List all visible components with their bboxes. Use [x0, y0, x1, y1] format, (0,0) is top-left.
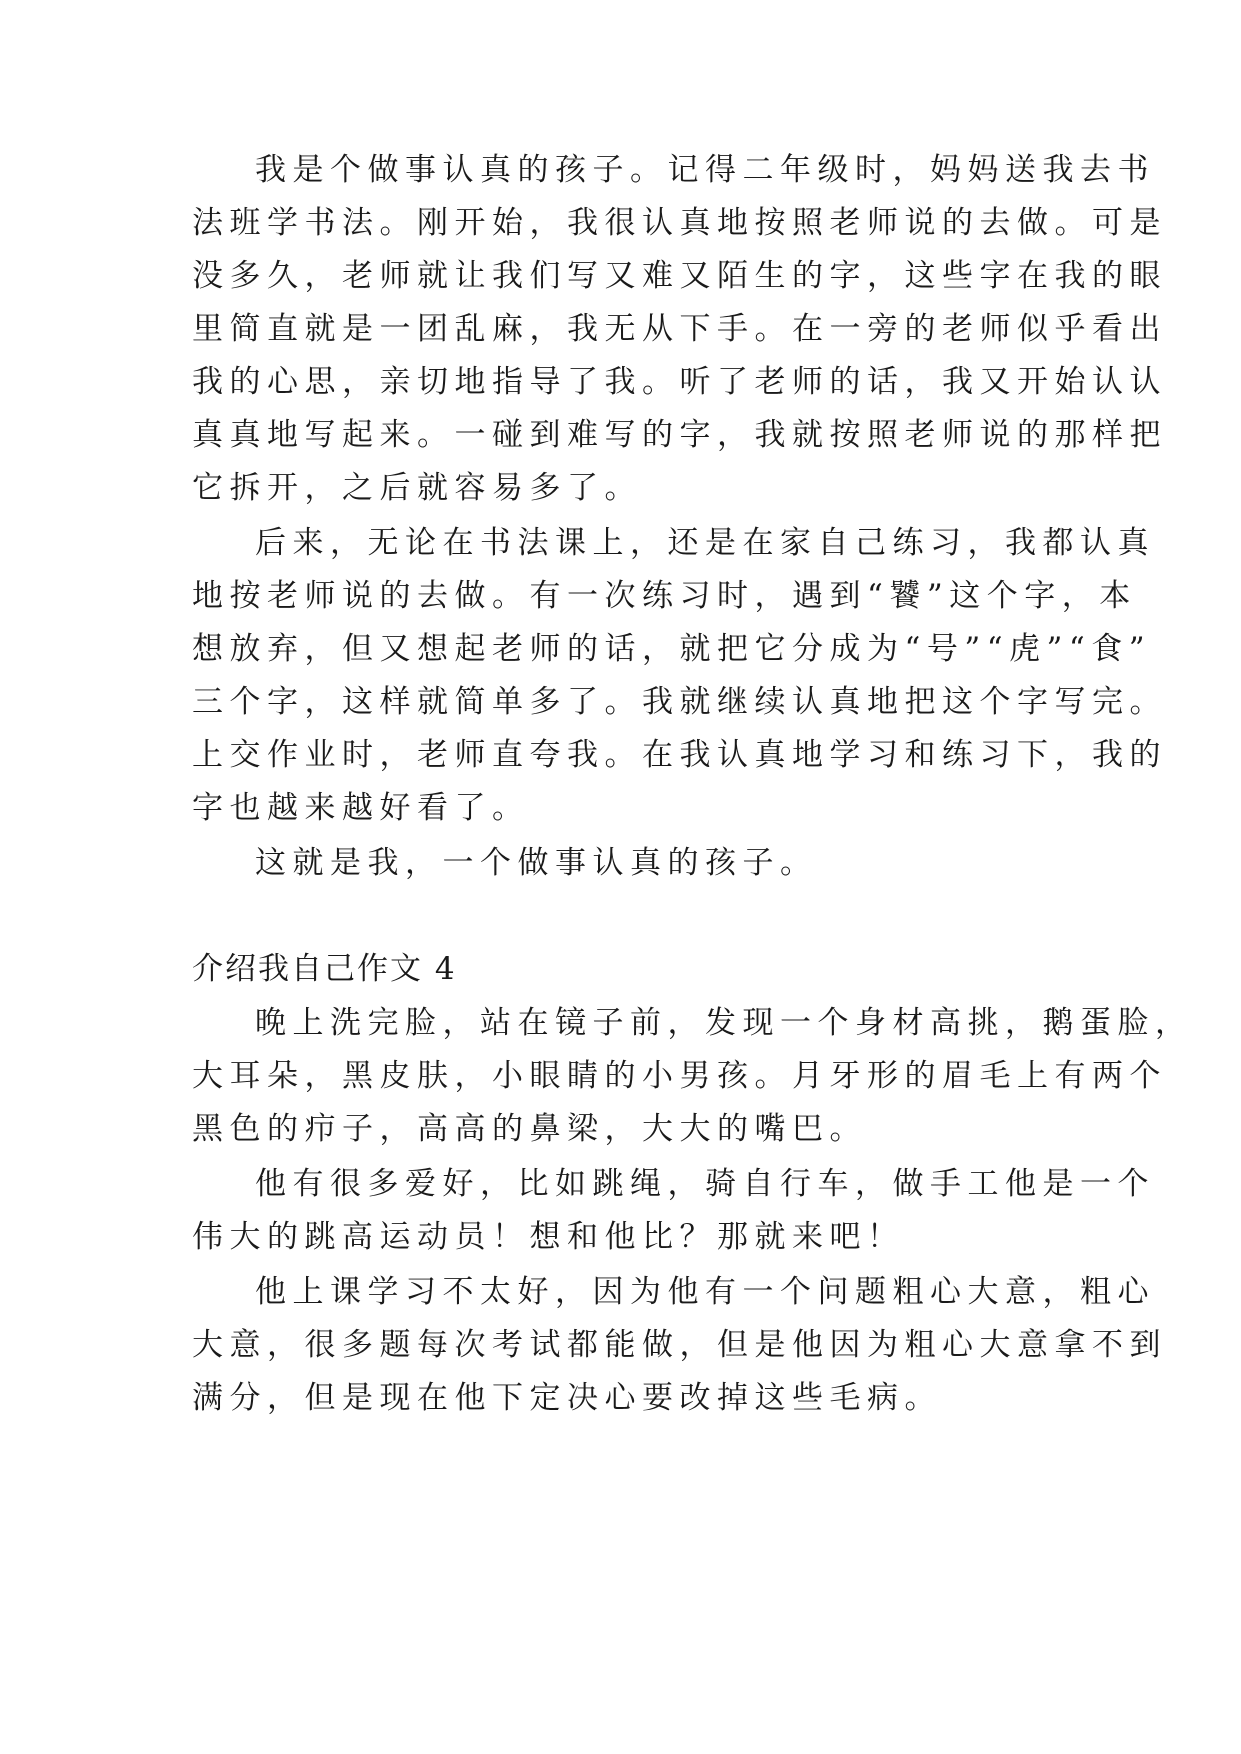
section-heading: 介绍我自己作文 4: [192, 951, 457, 987]
text-line: 上交作业时，老师直夸我。在我认真地学习和练习下，我的: [192, 737, 1167, 773]
text-line: 没多久，老师就让我们写又难又陌生的字，这些字在我的眼: [192, 258, 1167, 294]
text-line: 三个字，这样就简单多了。我就继续认真地把这个字写完。: [192, 684, 1167, 720]
text-line: 伟大的跳高运动员！想和他比？那就来吧！: [192, 1219, 905, 1255]
text-line: 我是个做事认真的孩子。记得二年级时，妈妈送我去书: [255, 152, 1155, 188]
text-line: 我的心思，亲切地指导了我。听了老师的话，我又开始认认: [192, 364, 1167, 400]
text-line: 字也越来越好看了。: [192, 790, 530, 826]
text-line: 地按老师说的去做。有一次练习时，遇到“饕”这个字，本: [192, 578, 1137, 614]
text-line: 里简直就是一团乱麻，我无从下手。在一旁的老师似乎看出: [192, 311, 1167, 347]
text-line: 法班学书法。刚开始，我很认真地按照老师说的去做。可是: [192, 205, 1167, 241]
text-line: 他有很多爱好，比如跳绳，骑自行车，做手工他是一个: [255, 1166, 1155, 1202]
text-line: 真真地写起来。一碰到难写的字，我就按照老师说的那样把: [192, 417, 1167, 453]
text-line: 晚上洗完脸，站在镜子前，发现一个身材高挑，鹅蛋脸，: [255, 1005, 1193, 1041]
text-line: 大耳朵，黑皮肤，小眼睛的小男孩。月牙形的眉毛上有两个: [192, 1058, 1167, 1094]
text-line: 他上课学习不太好，因为他有一个问题粗心大意，粗心: [255, 1274, 1155, 1310]
text-line: 黑色的疖子，高高的鼻梁，大大的嘴巴。: [192, 1111, 867, 1147]
text-line: 后来，无论在书法课上，还是在家自己练习，我都认真: [255, 525, 1155, 561]
text-line: 它拆开，之后就容易多了。: [192, 470, 642, 506]
text-line: 想放弃，但又想起老师的话，就把它分成为“号”“虎”“食”: [192, 631, 1152, 667]
text-line: 这就是我，一个做事认真的孩子。: [255, 845, 818, 881]
text-line: 满分，但是现在他下定决心要改掉这些毛病。: [192, 1380, 942, 1416]
text-line: 大意，很多题每次考试都能做，但是他因为粗心大意拿不到: [192, 1327, 1167, 1363]
